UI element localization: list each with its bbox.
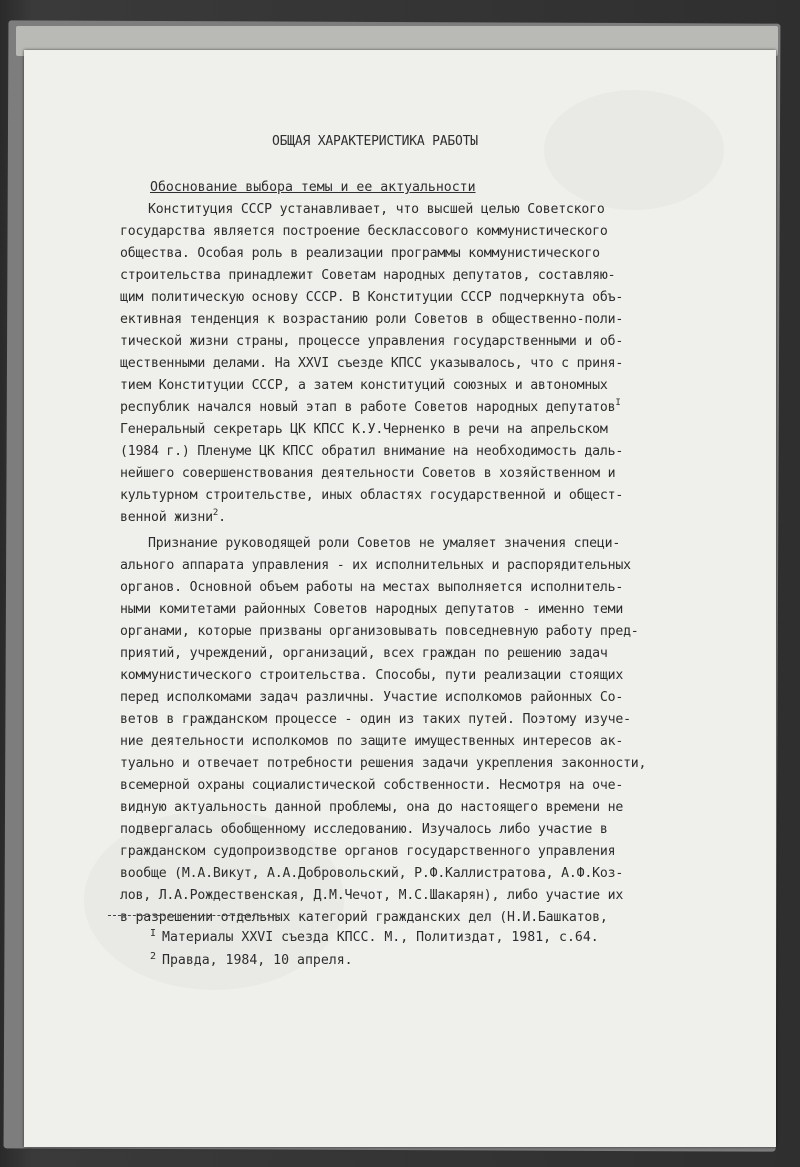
text-line bbox=[120, 510, 226, 525]
text-line: строительства принадлежит Советам народных депутатов, составляю- bbox=[120, 268, 616, 283]
page-title: ОБЩАЯ ХАРАКТЕРИСТИКА РАБОТЫ bbox=[272, 134, 478, 149]
text-line: приятий, учреждений, организаций, всех граждан по решению задач bbox=[120, 646, 608, 661]
text-line: тической жизни страны, процессе управления государственными и об- bbox=[120, 334, 624, 349]
footnote-mark: 2 bbox=[212, 508, 219, 518]
text-line: нейшего совершенствования деятельности Советов в хозяйственном и bbox=[120, 466, 616, 481]
footnote-text: Правда, 1984, 10 апреля. bbox=[162, 953, 353, 968]
text-line: тием Конституции СССР, а затем конституций союзных и автономных bbox=[120, 378, 608, 393]
text-line: общества. Особая роль в реализации программы коммунистического bbox=[120, 246, 600, 261]
text-line: перед исполкомами задач различны. Участие исполкомов районных Со- bbox=[120, 690, 624, 705]
footnote-mark: I bbox=[615, 398, 621, 408]
text-line: лов, Л.А.Рождественская, Д.М.Чечот, М.С.Шакарян), либо участие их bbox=[120, 888, 624, 903]
footnote bbox=[150, 953, 353, 968]
footnote-separator bbox=[108, 915, 280, 916]
footnote-number: 2 bbox=[150, 951, 157, 962]
text-line: гражданском судопроизводстве органов государственного управления bbox=[120, 844, 616, 859]
text-line: ального аппарата управления - их исполнительных и распорядительных bbox=[120, 558, 631, 573]
text-line: (1984 г.) Пленуме ЦК КПСС обратил внимание на необходимость даль- bbox=[120, 444, 624, 459]
footnote bbox=[150, 930, 599, 945]
text-line: органами, которые призваны организовывать повседневную работу пред- bbox=[120, 624, 639, 639]
text-line: в разрешении отдельных категорий гражданских дел (Н.И.Башкатов, bbox=[120, 910, 608, 925]
text-line: Генеральный секретарь ЦК КПСС К.У.Черненко в речи на апрельском bbox=[120, 422, 608, 437]
text-line: видную актуальность данной проблемы, она до настоящего времени не bbox=[120, 800, 624, 815]
text-line: ективная тенденция к возрастанию роли Советов в общественно-поли- bbox=[120, 312, 624, 327]
text-line: Признание руководящей роли Советов не умаляет значения специ- bbox=[148, 536, 621, 551]
text-line: коммунистического строительства. Способы, пути реализации стоящих bbox=[120, 668, 624, 683]
section-heading: Обоснование выбора темы и ее актуальности bbox=[150, 180, 476, 195]
text-line: туально и отвечает потребности решения задачи укрепления законности, bbox=[120, 756, 647, 771]
text-line: ными комитетами районных Советов народных депутатов - именно теми bbox=[120, 602, 624, 617]
text-line: государства является построение бесклассового коммунистического bbox=[120, 224, 608, 239]
text-line: культурном строительстве, иных областях государственной и общест- bbox=[120, 488, 624, 503]
text-line: щим политическую основу СССР. В Конституции СССР подчеркнута объ- bbox=[120, 290, 624, 305]
text-line: Конституция СССР устанавливает, что высшей целью Советского bbox=[148, 202, 605, 217]
text-line: вообще (М.А.Викут, А.А.Добровольский, Р.Ф.Каллистратова, А.Ф.Коз- bbox=[120, 866, 624, 881]
text-line: ветов в гражданском процессе - один из таких путей. Поэтому изуче- bbox=[120, 712, 631, 727]
text-span: республик начался новый этап в работе Советов народных депутатов bbox=[120, 400, 616, 415]
footnote-text: Материалы XXVI съезда КПСС. М., Политиздат, 1981, с.64. bbox=[162, 930, 599, 945]
text-line: органов. Основной объем работы на местах выполняется исполнитель- bbox=[120, 580, 624, 595]
text-line: щественными делами. На XXVI съезде КПСС указывалось, что с приня- bbox=[120, 356, 624, 371]
footnote-number: I bbox=[150, 928, 157, 939]
text-span: . bbox=[218, 510, 226, 525]
text-span: венной жизни bbox=[120, 510, 213, 525]
text-line: всемерной охраны социалистической собственности. Несмотря на оче- bbox=[120, 778, 624, 793]
text-line: ние деятельности исполкомов по защите имущественных интересов ак- bbox=[120, 734, 624, 749]
text-line: подвергалась обобщенному исследованию. Изучалось либо участие в bbox=[120, 822, 608, 837]
paper-stain bbox=[544, 90, 724, 210]
text-line bbox=[120, 400, 621, 415]
